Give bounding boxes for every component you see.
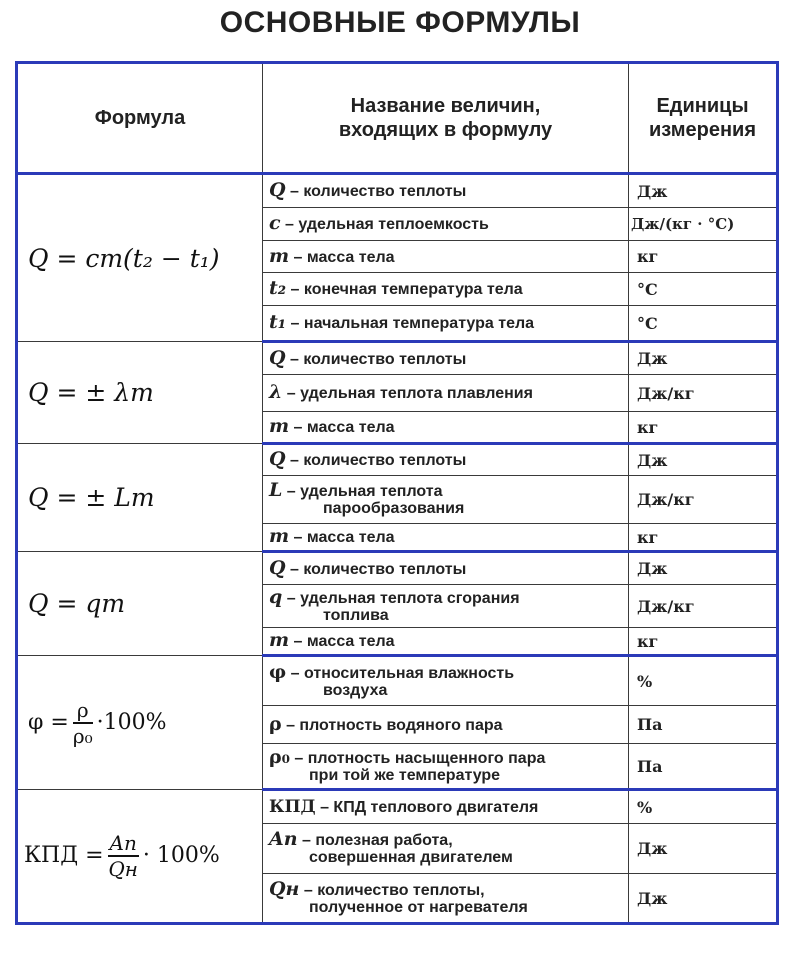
quantity-cell: Q – количество теплоты bbox=[263, 444, 629, 476]
table-header-row bbox=[17, 63, 778, 174]
unit-cell: Дж/кг bbox=[629, 375, 778, 412]
unit-cell: Дж bbox=[629, 824, 778, 874]
unit-cell: Па bbox=[629, 706, 778, 744]
formulas-table bbox=[15, 61, 779, 925]
unit-cell: Дж bbox=[629, 342, 778, 375]
quantity-cell: m – масса тела bbox=[263, 524, 629, 552]
quantity-cell: ρ – плотность водяного пара bbox=[263, 706, 629, 744]
fraction: $\frac{Aп}{Qн}$ bbox=[108, 831, 138, 881]
table-row bbox=[17, 656, 778, 706]
quantity-cell: λ – удельная теплота плавления bbox=[263, 375, 629, 412]
table-row bbox=[17, 342, 778, 375]
table-row bbox=[17, 790, 778, 824]
quantity-cell: КПД – КПД теплового двигателя bbox=[263, 790, 629, 824]
quantity-cell: q – удельная теплота сгорания топлива bbox=[263, 585, 629, 628]
quantity-cell: m – масса тела bbox=[263, 628, 629, 656]
unit-cell: кг bbox=[629, 524, 778, 552]
quantity-cell: ρ₀ – плотность насыщенного пара при той же температуре bbox=[263, 744, 629, 790]
quantity-cell: t₂ – конечная температура тела bbox=[263, 273, 629, 306]
formula-melting: Q = ± λm bbox=[17, 342, 263, 444]
header-units: Единицы измерения bbox=[629, 63, 778, 174]
unit-cell: Па bbox=[629, 744, 778, 790]
unit-cell: кг bbox=[629, 241, 778, 273]
table-row bbox=[17, 552, 778, 585]
unit-cell: Дж bbox=[629, 552, 778, 585]
quantity-cell: t₁ – начальная температура тела bbox=[263, 306, 629, 342]
unit-cell: °С bbox=[629, 306, 778, 342]
quantity-cell: c – удельная теплоемкость bbox=[263, 208, 629, 241]
quantity-cell: Aп – полезная работа, совершенная двигателем bbox=[263, 824, 629, 874]
formula-heat-capacity: Q = cm(t₂ − t₁) bbox=[17, 174, 263, 342]
formula-combustion: Q = qm bbox=[17, 552, 263, 656]
page-title: ОСНОВНЫЕ ФОРМУЛЫ bbox=[219, 6, 581, 39]
formula-efficiency: КПД = $\frac{Aп}{Qн}$ · 100% bbox=[17, 790, 263, 924]
formula-humidity: φ = $\frac{\rho}{\text{ρ₀}}$ ·100% bbox=[17, 656, 263, 790]
quantity-cell: φ – относительная влажность воздуха bbox=[263, 656, 629, 706]
unit-cell: кг bbox=[629, 412, 778, 444]
quantity-cell: Q – количество теплоты bbox=[263, 342, 629, 375]
unit-cell: °С bbox=[629, 273, 778, 306]
unit-cell: Дж bbox=[629, 174, 778, 208]
quantity-cell: m – масса тела bbox=[263, 241, 629, 273]
quantity-cell: L – удельная теплота парообразования bbox=[263, 476, 629, 524]
header-name: Название величин, входящих в формулу bbox=[263, 63, 629, 174]
unit-cell: Дж bbox=[629, 874, 778, 924]
unit-cell: Дж/кг bbox=[629, 585, 778, 628]
table-row bbox=[17, 444, 778, 476]
unit-cell: Дж/кг bbox=[629, 476, 778, 524]
quantity-cell: Q – количество теплоты bbox=[263, 174, 629, 208]
unit-cell: Дж bbox=[629, 444, 778, 476]
table-row bbox=[17, 174, 778, 208]
formula-vaporization: Q = ± Lm bbox=[17, 444, 263, 552]
unit-cell: % bbox=[629, 656, 778, 706]
fraction: $\frac{\rho}{\text{ρ₀}}$ bbox=[72, 697, 93, 748]
unit-cell: Дж/(кг · °С) bbox=[629, 208, 778, 241]
unit-cell: % bbox=[629, 790, 778, 824]
quantity-cell: Q – количество теплоты bbox=[263, 552, 629, 585]
header-formula: Формула bbox=[17, 63, 263, 174]
quantity-cell: m – масса тела bbox=[263, 412, 629, 444]
unit-cell: кг bbox=[629, 628, 778, 656]
quantity-cell: Qн – количество теплоты, полученное от нагревателя bbox=[263, 874, 629, 924]
